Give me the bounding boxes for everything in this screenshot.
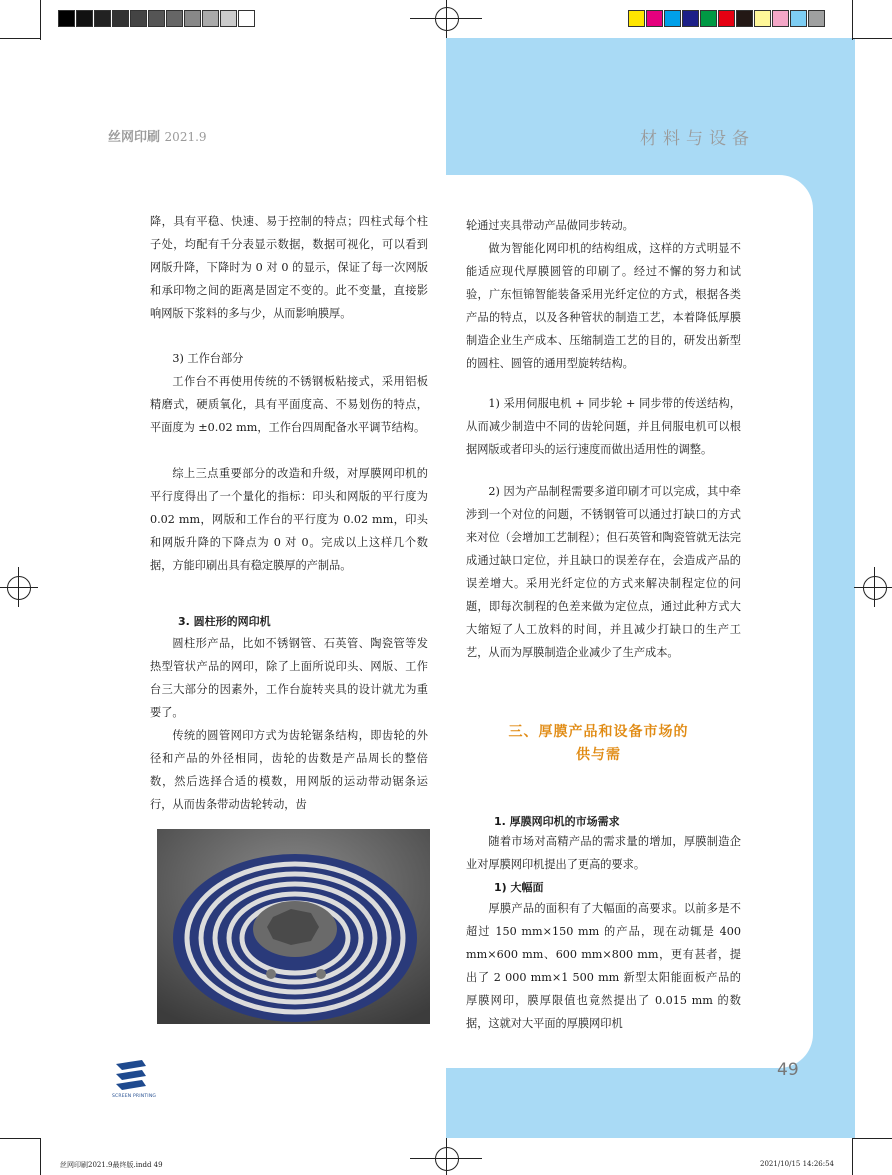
swatch (754, 10, 771, 27)
body-paragraph: 圆柱形产品，比如不锈钢管、石英管、陶瓷管等发热型管状产品的网印，除了上面所说印头、网版、工作台三大部分的因素外，工作台旋转夹具的设计就尤为重要了。 (150, 637, 428, 719)
swatch (790, 10, 807, 27)
circular-heater-photo (157, 829, 430, 1024)
swatch (148, 10, 165, 27)
swatch (664, 10, 681, 27)
swatch (220, 10, 237, 27)
magazine-name: 丝网印刷 (108, 130, 161, 145)
subheading: 3) 工作台部分 (172, 352, 244, 365)
swatch (184, 10, 201, 27)
body-paragraph: 厚膜产品的面积有了大幅面的高要求。以前多是不超过 150 mm×150 mm 的产品，现在动辄是 400 mm×600 mm、600 mm×800 mm，更有甚者，提出了 2 000 mm×1 500 mm 新型太阳能面板产品的厚膜网印，膜厚限值也竟然提出了 0.015 mm 的数据，这就对大平面的厚膜网印机 (466, 902, 741, 1030)
timestamp-slug: 2021/10/15 14:26:54 (760, 1160, 835, 1168)
file-slug: 丝网印刷2021.9最终版.indd 49 (60, 1161, 163, 1169)
body-paragraph: 2) 因为产品制程需要多道印刷才可以完成，其中牵涉到一个对位的问题，不锈钢管可以通过打缺口的方式来对位（会增加工艺制程）；但石英管和陶瓷管就无法完成通过缺口定位，并且缺口的误差存在，会造成产品的误差增大。采用光纤定位的方式来解决制程定位的问题，即每次制程的色差来做为定位点，通过此种方式大大缩短了人工放料的时间，并且减少打缺口的生产工艺，从而为厚膜制造企业减少了生产成本。 (466, 485, 741, 659)
page-number: 49 (777, 1060, 799, 1080)
swatch (112, 10, 129, 27)
swatch (58, 10, 75, 27)
registration-mark-icon (7, 576, 31, 600)
swatch (772, 10, 789, 27)
swatch (76, 10, 93, 27)
registration-mark-icon (435, 1147, 459, 1171)
logo-caption: SCREEN PRINTING (112, 1094, 157, 1099)
body-paragraph: 随着市场对高精产品的需求量的增加，厚膜制造企业对厚膜网印机提出了更高的要求。 (466, 835, 741, 871)
screen-printing-logo-icon (112, 1056, 150, 1094)
body-paragraph: 传统的圆管网印方式为齿轮锯条结构，即齿轮的外径和产品的外径相同，齿轮的齿数是产品周长的整倍数，然后选择合适的模数，用网版的运动带动锯条运行，从而齿条带动齿轮转动，齿 (150, 729, 428, 811)
subheading: 1) 大幅面 (494, 881, 544, 894)
section-subheading: 1. 厚膜网印机的市场需求 (494, 815, 620, 828)
swatch (238, 10, 255, 27)
body-paragraph: 降，具有平稳、快速、易于控制的特点；四柱式每个柱子处，均配有千分表显示数据，数据可视化，可以看到网版升降，下降时为 0 对 0 的显示，保证了每一次网版和承印物之间的距离是固定不变的。此不变量，直接影响网版下浆料的多与少，从而影响膜厚。 (150, 215, 428, 320)
registration-mark-icon (435, 7, 459, 31)
swatch (646, 10, 663, 27)
magazine-header (108, 126, 207, 145)
section-title: 三、厚膜产品和设备市场的 (508, 724, 689, 740)
swatch (718, 10, 735, 27)
section-title: 供与需 (576, 747, 621, 763)
swatch (700, 10, 717, 27)
issue-date: 2021.9 (164, 130, 207, 144)
swatch (166, 10, 183, 27)
swatch (130, 10, 147, 27)
swatch (682, 10, 699, 27)
section-header: 材料与设备 (640, 129, 755, 149)
swatch (94, 10, 111, 27)
section-subheading: 3. 圆柱形的网印机 (178, 615, 271, 628)
swatch (628, 10, 645, 27)
registration-mark-icon (863, 576, 887, 600)
swatch (808, 10, 825, 27)
body-paragraph: 轮通过夹具带动产品做同步转动。 (466, 219, 634, 232)
body-paragraph: 综上三点重要部分的改造和升级，对厚膜网印机的平行度得出了一个量化的指标：印头和网版的平行度为 0.02 mm，网版和工作台的平行度为 0.02 mm，印头和网版升降的下降点为 0 对 0。完成以上这样几个数据，方能印刷出具有稳定膜厚的产制品。 (150, 467, 428, 572)
swatch (202, 10, 219, 27)
swatch (736, 10, 753, 27)
body-paragraph: 工作台不再使用传统的不锈钢板粘接式，采用铝板精磨式，硬质氧化，具有平面度高、不易划伤的特点，平面度为 ±0.02 mm，工作台四周配备水平调节结构。 (150, 375, 428, 434)
body-paragraph: 做为智能化网印机的结构组成，这样的方式明显不能适应现代厚膜圆管的印刷了。经过不懈的努力和试验，广东恒锦智能装备采用光纤定位的方式，根据各类产品的特点，以及各种管状的制造工艺，本着降低厚膜制造企业生产成本、压缩制造工艺的目的，研发出新型的圆柱、圆管的通用型旋转结构。 (466, 242, 741, 370)
body-paragraph: 1) 采用伺服电机 + 同步轮 + 同步带的传送结构，从而减少制造中不同的齿轮问题，并且伺服电机可以根据网版或者印头的运行速度而做出适用性的调整。 (466, 397, 741, 456)
